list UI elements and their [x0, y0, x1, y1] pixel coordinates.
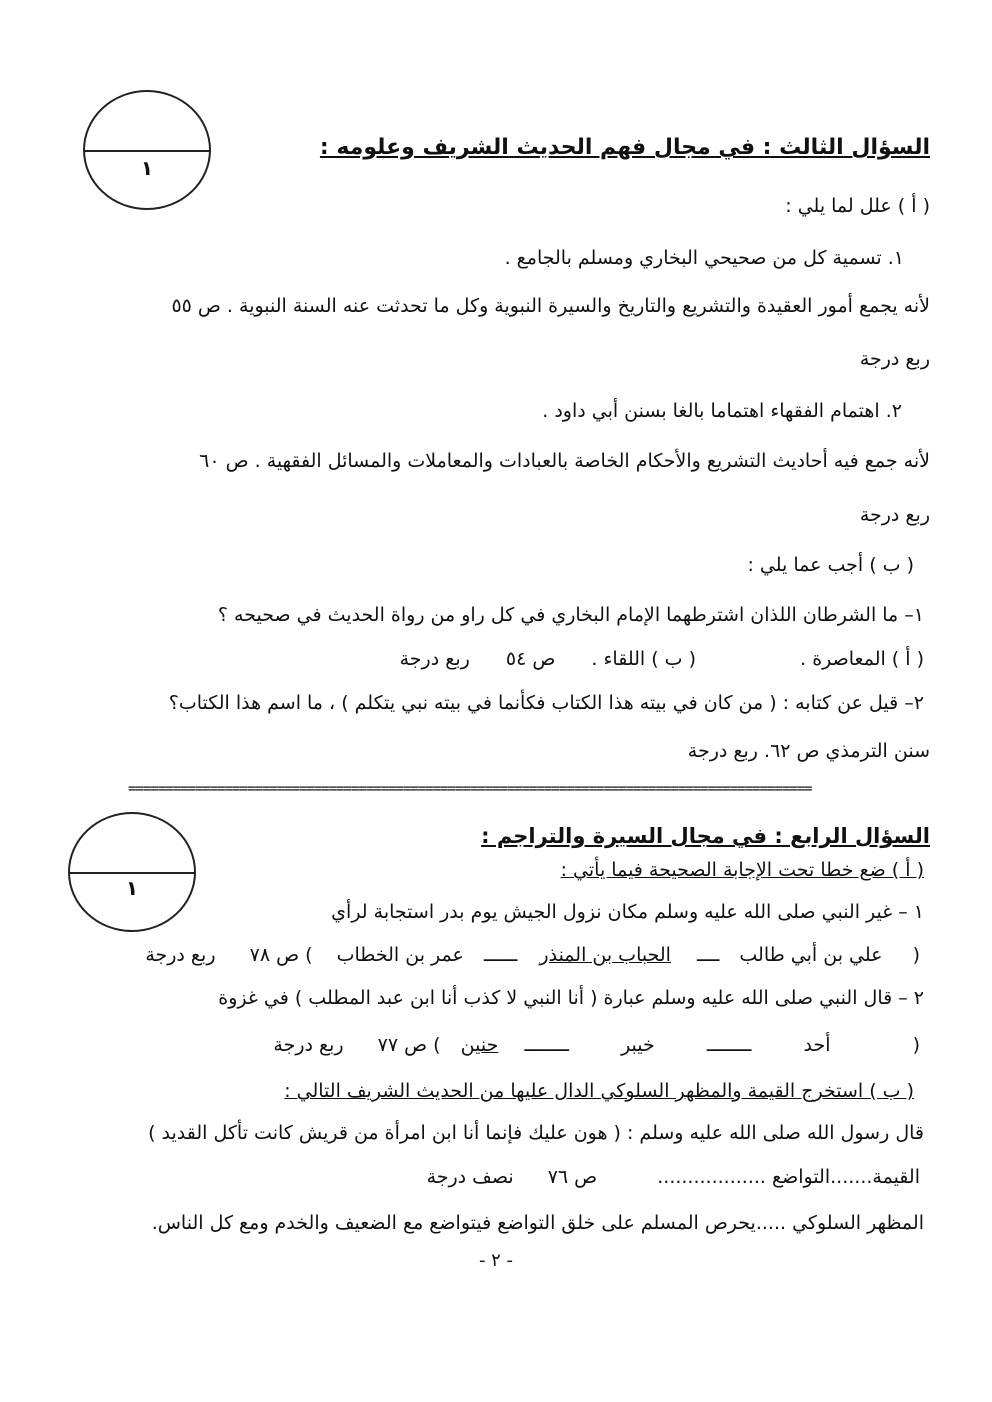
q3-a-title: ( أ ) علل لما يلي : — [785, 195, 930, 217]
q3-a2-answer: لأنه جمع فيه أحاديث التشريع والأحكام الخاصة بالعبادات والمعاملات والمسائل الفقهية . ص ٦٠ — [199, 450, 930, 472]
q3-b1-option-a: ( أ ) المعاصرة . — [800, 648, 924, 670]
dash: ــــــــ — [524, 1034, 569, 1056]
grade-circle-mark: ١ — [125, 876, 139, 900]
q4-b-value-page: ص ٧٦ — [547, 1166, 598, 1188]
q4-a1-option-2-underlined: الحباب بن المنذر — [539, 944, 671, 966]
page-number: - ٢ - — [478, 1250, 514, 1271]
q3-b1-page: ص ٥٤ — [505, 648, 556, 670]
q4-a-title: ( أ ) ضع خطا تحت الإجابة الصحيحة فيما يأتي : — [560, 859, 924, 881]
q3-heading: السؤال الثالث : في مجال فهم الحديث الشريف وعلومه : — [319, 135, 930, 160]
q4-a2-page: ) ص ٧٧ — [377, 1034, 441, 1056]
q3-b1-option-b: ( ب ) اللقاء . — [591, 648, 697, 670]
q4-b-value: القيمة.......التواضع .................. — [657, 1166, 920, 1188]
q3-a2-grade: ربع درجة — [859, 504, 930, 526]
paren-open: ( — [912, 944, 920, 966]
q3-a2-question: ٢. اهتمام الفقهاء اهتماما بالغا بسنن أبي داود . — [542, 400, 902, 422]
q4-b-value-line — [427, 1163, 920, 1191]
q3-b2-question: ٢– قيل عن كتابه : ( من كان في بيته هذا الكتاب فكأنما في بيته نبي يتكلم ) ، ما اسم هذا الكتاب؟ — [168, 692, 924, 714]
q4-a2-question: ٢ – قال النبي صلى الله عليه وسلم عبارة ( أنا النبي لا كذب أنا ابن عبد المطلب ) في غزوة — [218, 987, 924, 1009]
paren-open: ( — [912, 1034, 920, 1056]
q4-b-value-grade: نصف درجة — [426, 1166, 514, 1188]
q4-a1-options — [145, 941, 920, 969]
grade-circle-mark: ١ — [140, 156, 154, 180]
q3-a1-grade: ربع درجة — [859, 348, 930, 370]
q4-a1-page: ) ص ٧٨ — [249, 944, 313, 966]
grade-circle-divider — [70, 872, 194, 874]
q4-a1-option-1: علي بن أبي طالب — [739, 944, 883, 966]
q4-a1-grade: ربع درجة — [145, 944, 216, 966]
grade-circle-divider — [85, 150, 209, 152]
grade-circle-q4 — [68, 812, 196, 932]
section-separator: ============================================================================================ — [128, 785, 812, 793]
dash: ــــ — [697, 944, 720, 966]
q4-b-title: ( ب ) استخرج القيمة والمظهر السلوكي الدال عليها من الحديث الشريف التالي : — [284, 1080, 914, 1102]
q4-a1-question: ١ – غير النبي صلى الله عليه وسلم مكان نزول الجيش يوم بدر استجابة لرأي — [331, 901, 924, 923]
q4-a2-options — [273, 1031, 920, 1059]
q4-a2-option-2: خيبر — [621, 1034, 655, 1056]
q3-a1-answer: لأنه يجمع أمور العقيدة والتشريع والتاريخ والسيرة النبوية وكل ما تحدثت عنه السنة النبوية . ص ٥٥ — [171, 295, 930, 317]
q4-a1-option-3: عمر بن الخطاب — [336, 944, 464, 966]
q3-b1-answers — [400, 645, 924, 673]
dash: ــــــــ — [706, 1034, 752, 1056]
q4-a2-grade: ربع درجة — [273, 1034, 344, 1056]
q3-b-title: ( ب ) أجب عما يلي : — [747, 554, 914, 576]
dash: ــــــ — [483, 944, 518, 966]
q4-heading: السؤال الرابع : في مجال السيرة والتراجم : — [481, 824, 930, 848]
q4-b-hadith: قال رسول الله صلى الله عليه وسلم : ( هون عليك فإنما أنا ابن امرأة من قريش كانت تأكل القديد ) — [148, 1122, 924, 1144]
q3-b1-grade: ربع درجة — [399, 648, 470, 670]
q3-b1-question: ١– ما الشرطان اللذان اشترطهما الإمام البخاري في كل راو من رواة الحديث في صحيحه ؟ — [217, 604, 924, 626]
q3-b2-answer: سنن الترمذي ص ٦٢. ربع درجة — [687, 740, 930, 762]
q4-a2-option-3-underlined: حنين — [460, 1034, 499, 1056]
grade-circle-q3 — [83, 90, 211, 210]
q3-a1-question: ١. تسمية كل من صحيحي البخاري ومسلم بالجامع . — [504, 247, 904, 269]
q4-a2-option-1: أحد — [803, 1034, 831, 1056]
q4-b-behavior: المظهر السلوكي .....يحرص المسلم على خلق التواضع فيتواضع مع الضعيف والخدم ومع كل الناس. — [151, 1212, 924, 1234]
